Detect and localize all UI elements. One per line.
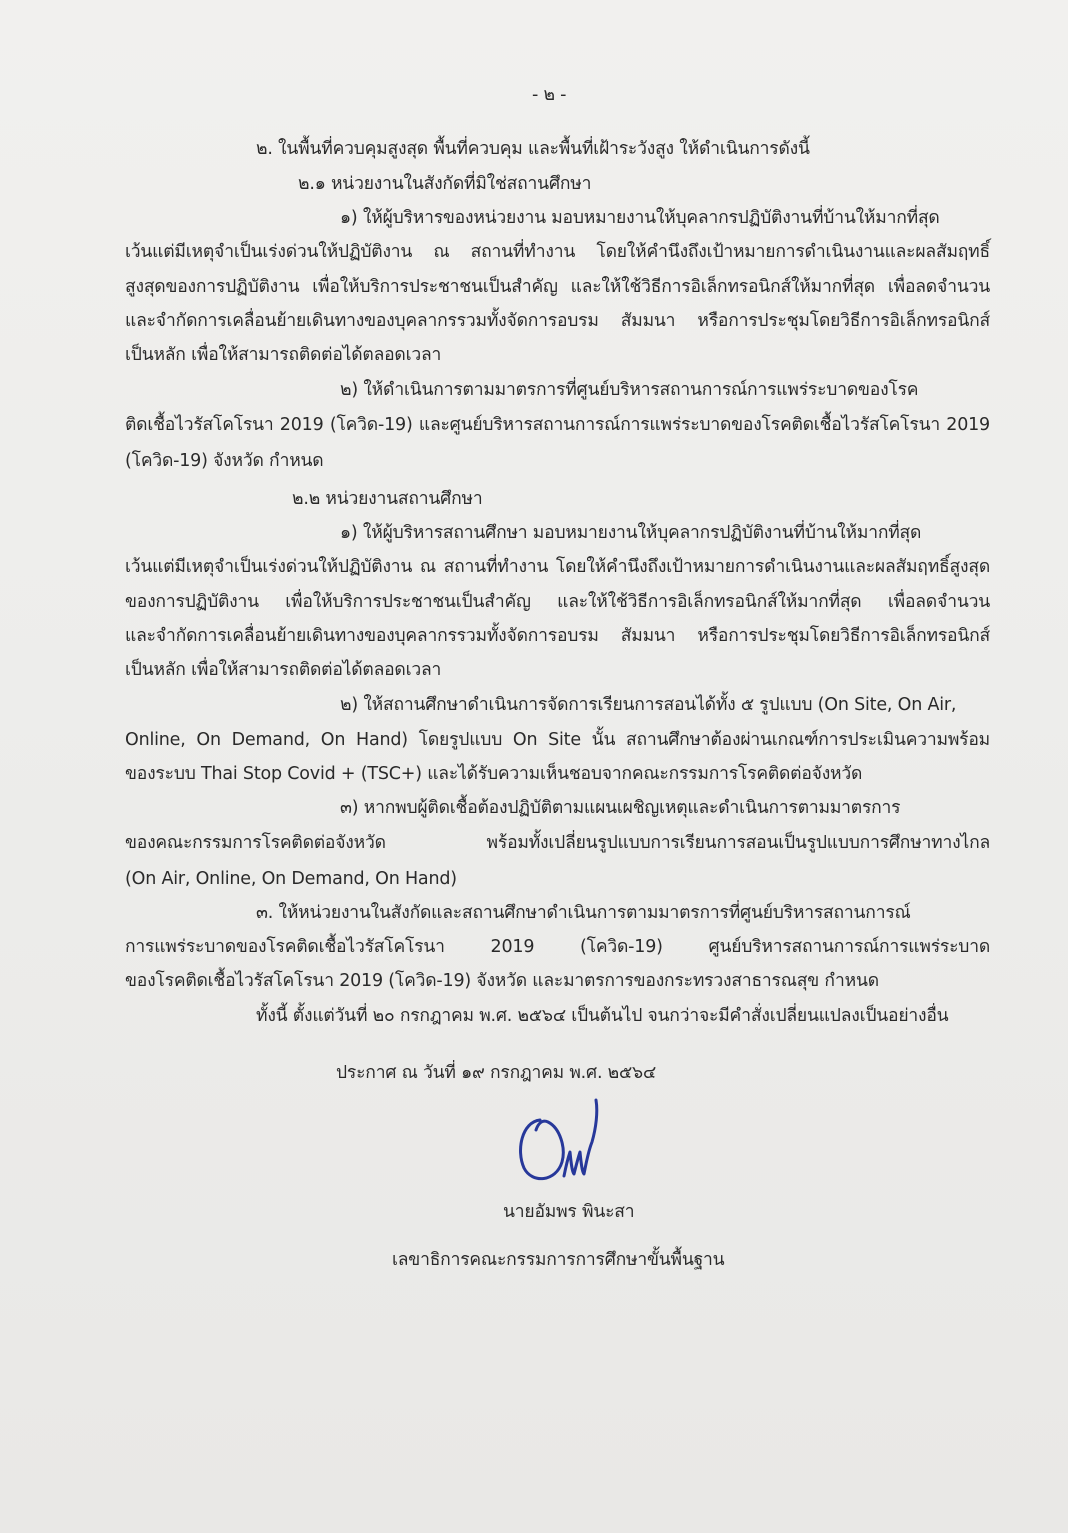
paragraph-line: ๑) ให้ผู้บริหารของหน่วยงาน มอบหมายงานให้บุคลากรปฏิบัติงานที่บ้านให้มากที่สุด: [340, 208, 940, 228]
paragraph-line: ๒) ให้ดำเนินการตามมาตรการที่ศูนย์บริหารสถานการณ์การแพร่ระบาดของโรค: [340, 380, 919, 400]
paragraph-line: ๒) ให้สถานศึกษาดำเนินการจัดการเรียนการสอนได้ทั้ง ๕ รูปแบบ (On Site, On Air,: [340, 695, 957, 715]
paragraph-line: (โควิด-19) จังหวัด กำหนด: [125, 451, 324, 471]
paragraph-line: ของคณะกรรมการโรคติดต่อจังหวัด พร้อมทั้งเปลี่ยนรูปแบบการเรียนการสอนเป็นรูปแบบการศึกษาทางไกล: [125, 833, 990, 853]
paragraph-line: เว้นแต่มีเหตุจำเป็นเร่งด่วนให้ปฏิบัติงาน ณ สถานที่ทำงาน โดยให้คำนึงถึงเป้าหมายการดำเนินงานและผลสัมฤทธิ์สูงสุด: [125, 557, 990, 577]
page-number: - ๒ -: [532, 85, 567, 105]
paragraph-line: และจำกัดการเคลื่อนย้ายเดินทางของบุคลากรรวมทั้งจัดการอบรม สัมมนา หรือการประชุมโดยวิธีการอิเล็กทรอนิกส์: [125, 626, 990, 646]
subsection-2-1-heading: ๒.๑ หน่วยงานในสังกัดที่มิใช่สถานศึกษา: [298, 174, 592, 194]
section-3-line: ๓. ให้หน่วยงานในสังกัดและสถานศึกษาดำเนินการตามมาตรการที่ศูนย์บริหารสถานการณ์: [256, 903, 911, 923]
subsection-2-2-heading: ๒.๒ หน่วยงานสถานศึกษา: [292, 489, 483, 509]
paragraph-line: สูงสุดของการปฏิบัติงาน เพื่อให้บริการประชาชนเป็นสำคัญ และให้ใช้วิธีการอิเล็กทรอนิกส์ให้มากที่สุด เพื่อลดจำนวน: [125, 277, 990, 297]
signer-position: เลขาธิการคณะกรรมการการศึกษาขั้นพื้นฐาน: [392, 1250, 725, 1270]
paragraph-line: ของโรคติดเชื้อไวรัสโคโรนา 2019 (โควิด-19) จังหวัด และมาตรการของกระทรวงสาธารณสุข กำหนด: [125, 971, 879, 991]
paragraph-line: เป็นหลัก เพื่อให้สามารถติดต่อได้ตลอดเวลา: [125, 660, 442, 680]
paragraph-line: Online, On Demand, On Hand) โดยรูปแบบ On Site นั้น สถานศึกษาต้องผ่านเกณฑ์การประเมินความพร้อม: [125, 730, 990, 750]
paragraph-line: ของระบบ Thai Stop Covid + (TSC+) และได้รับความเห็นชอบจากคณะกรรมการโรคติดต่อจังหวัด: [125, 764, 863, 784]
announcement-date: ประกาศ ณ วันที่ ๑๙ กรกฎาคม พ.ศ. ๒๕๖๔: [336, 1063, 657, 1083]
paragraph-line: ของการปฏิบัติงาน เพื่อให้บริการประชาชนเป็นสำคัญ และให้ใช้วิธีการอิเล็กทรอนิกส์ให้มากที่สุด เพื่อลดจำนวน: [125, 592, 990, 612]
handwritten-signature: [510, 1092, 620, 1192]
paragraph-line: เว้นแต่มีเหตุจำเป็นเร่งด่วนให้ปฏิบัติงาน ณ สถานที่ทำงาน โดยให้คำนึงถึงเป้าหมายการดำเนินงานและผลสัมฤทธิ์: [125, 242, 990, 262]
paragraph-line: (On Air, Online, On Demand, On Hand): [125, 869, 457, 889]
paragraph-line: ติดเชื้อไวรัสโคโรนา 2019 (โควิด-19) และศูนย์บริหารสถานการณ์การแพร่ระบาดของโรคติดเชื้อไวรัสโคโรนา 2019: [125, 415, 990, 435]
paragraph-line: เป็นหลัก เพื่อให้สามารถติดต่อได้ตลอดเวลา: [125, 345, 442, 365]
paragraph-line: ๑) ให้ผู้บริหารสถานศึกษา มอบหมายงานให้บุคลากรปฏิบัติงานที่บ้านให้มากที่สุด: [340, 523, 922, 543]
effective-date-line: ทั้งนี้ ตั้งแต่วันที่ ๒๐ กรกฎาคม พ.ศ. ๒๕๖๔ เป็นต้นไป จนกว่าจะมีคำสั่งเปลี่ยนแปลงเป็นอย่างอื่น: [256, 1006, 949, 1026]
signer-name: นายอัมพร พินะสา: [503, 1202, 635, 1222]
section-2-heading: ๒. ในพื้นที่ควบคุมสูงสุด พื้นที่ควบคุม และพื้นที่เฝ้าระวังสูง ให้ดำเนินการดังนี้: [256, 139, 810, 159]
paragraph-line: การแพร่ระบาดของโรคติดเชื้อไวรัสโคโรนา 2019 (โควิด-19) ศูนย์บริหารสถานการณ์การแพร่ระบาด: [125, 937, 990, 957]
paragraph-line: และจำกัดการเคลื่อนย้ายเดินทางของบุคลากรรวมทั้งจัดการอบรม สัมมนา หรือการประชุมโดยวิธีการอิเล็กทรอนิกส์: [125, 311, 990, 331]
paragraph-line: ๓) หากพบผู้ติดเชื้อต้องปฏิบัติตามแผนเผชิญเหตุและดำเนินการตามมาตรการ: [340, 798, 901, 818]
